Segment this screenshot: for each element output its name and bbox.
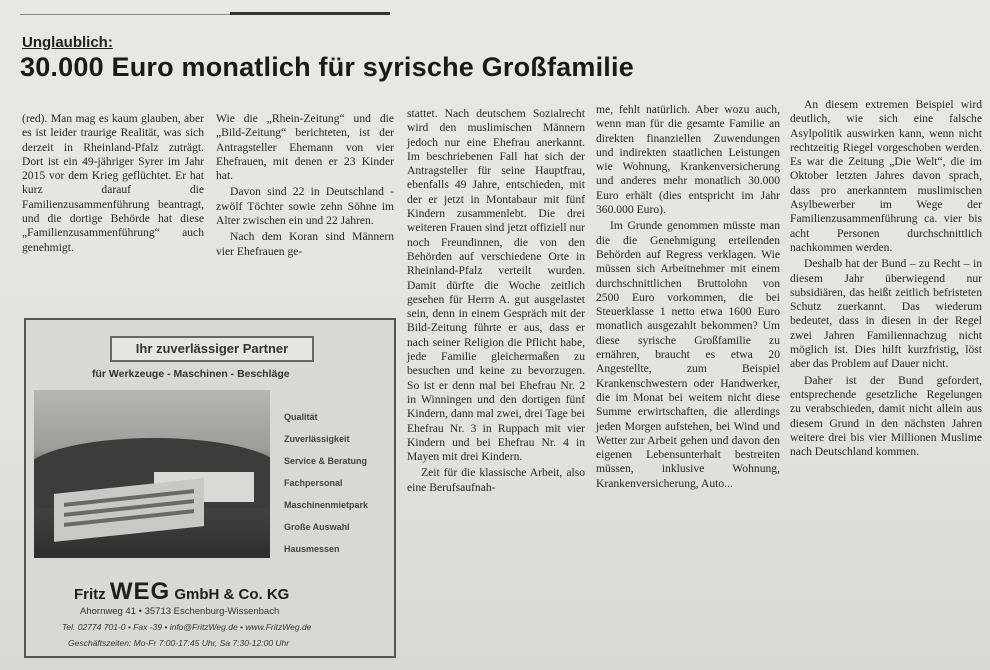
- ad-feature: Hausmessen: [284, 544, 340, 554]
- paragraph: Nach dem Koran sind Männern vier Ehefrauen ge-: [216, 230, 394, 258]
- paragraph: (red). Man mag es kaum glauben, aber es ist leider traurige Realität, was sich derzeit in Rheinland-Pfalz zuträgt. Dort ist ein 49-jähriger Syrer im Jahr 2015 vor dem Krieg geflüchtet. Er hat kurz darauf die Familienzusammenführung beantragt, und die dortige Behörde hat diese „Familienzusammenführung“ auch genehmigt.: [22, 112, 204, 254]
- company-prefix: Fritz: [74, 586, 106, 603]
- paragraph: Wie die „Rhein-Zeitung“ und die „Bild-Zeitung“ berichteten, ist der Antragsteller Ehemann von vier Ehefrauen, mit denen er 23 Kinder hat.: [216, 112, 394, 183]
- article-column-1: [22, 112, 204, 255]
- ad-hours: Geschäftszeiten: Mo-Fr 7:00-17:45 Uhr, Sa 7:30-12:00 Uhr: [68, 638, 290, 648]
- ad-feature: Zuverlässigkeit: [284, 434, 350, 444]
- paragraph: me, fehlt natürlich. Aber wozu auch, wenn man für die gesamte Familie an direkten finanziellen Zuwendungen und indirekten staatlichen Leistungen wie Wohnung, Krankenversicherung und anderes mehr monatlich 30.000 Euro erhält (dies entspricht im Jahr 360.000 Euro).: [596, 103, 780, 217]
- article-column-3: [407, 107, 585, 495]
- advertisement: [24, 318, 396, 658]
- ad-feature-list: [284, 406, 394, 560]
- paragraph: Im Grunde genommen müsste man die die Genehmigung erteilenden Behörden auf Regress verklagen. Wie müssen sich Arbeitnehmer mit einem durchschnittlichen Bruttolohn von 2500 Euro vorkommen, die bei Steuerklasse 1 netto etwa 1600 Euro monatlich ausgezahlt bekommen? Um diese syrische Großfamilie zu ernähren, braucht es etwa 20 Angestellte, zum Beispiel Krankenschwestern oder Handwerker, die im Monat bei weitem nicht diese Summe erwirtschaften, die allerdings jeden Morgen aufstehen, bei Wind und Wetter zur Arbeit gehen und davon den eigenen Lebensunterhalt bestreiten müssen, inklusive Wohnung, Krankenversicherung, Auto...: [596, 219, 780, 490]
- ad-company-name: [74, 578, 289, 606]
- ad-feature: Qualität: [284, 412, 318, 422]
- ad-feature: Maschinenmietpark: [284, 500, 369, 510]
- paragraph: Deshalb hat der Bund – zu Recht – in diesem Jahr überwiegend nur subsidiären, das heißt zeitlich befristeten Schutz zuerkannt. Das wiederum bedeutet, dass in diesen in der Regel zwei Jahren Familiennachzug nicht möglich ist. Dies hilft kurzfristig, löst aber das Problem auf Dauer nicht.: [790, 257, 982, 371]
- article-column-4: [596, 103, 780, 491]
- ad-title: Ihr zuverlässiger Partner: [110, 336, 314, 362]
- paragraph: Daher ist der Bund gefordert, entsprechende gesetzliche Regelungen zu verabschieden, damit nicht allein aus diesem Grund in den nächsten Jahren weitere drei bis vier Millionen Muslime nach Deutschland kommen.: [790, 373, 982, 459]
- article-kicker: Unglaublich:: [22, 34, 113, 51]
- article-column-5: [790, 98, 982, 459]
- ad-building-photo: [34, 390, 270, 558]
- paragraph: stattet. Nach deutschem Sozialrecht wird den muslimischen Männern jedoch nur eine Ehefrau anerkannt. Im beschriebenen Fall hat sich der Antragsteller für seine Hauptfrau, ebenfalls 49 Jahre, entschieden, mit der er jetzt in Montabaur mit fünf Kindern zusammenlebt. Die drei weiteren Frauen sind jetzt offiziell nur noch Freundinnen, die von den Behörden auf verschiedene Orte in Rheinland-Pfalz verteilt wurden. Damit dürfte die Woche zeitlich gesehen für Herrn A. gut ausgelastet sein, denn in einem Gespräch mit der Bild-Zeitung führte er aus, dass er nach seiner Religion die Pflicht habe, jede Familie gleichermaßen zu besuchen und keine zu bevorzugen. So ist er denn mal bei Ehefrau Nr. 2 in Winningen und den dortigen fünf Kindern, dann mal zwei, drei Tage bei Ehefrau Nr. 3 in Ruppach mit vier Kindern und bei Ehefrau Nr. 4 in Mayen mit drei Kindern.: [407, 107, 585, 464]
- article-column-2: [216, 112, 394, 259]
- ad-contact: Tel. 02774 701-0 • Fax -39 • info@FritzWeg.de • www.FritzWeg.de: [62, 622, 312, 632]
- ad-subtitle: für Werkzeuge - Maschinen - Beschläge: [92, 368, 290, 380]
- ad-address: Ahornweg 41 • 35713 Eschenburg-Wissenbach: [80, 606, 280, 617]
- company-suffix: GmbH & Co. KG: [174, 586, 290, 603]
- rule-line-bold: [230, 12, 390, 15]
- article-headline: 30.000 Euro monatlich für syrische Großfamilie: [20, 52, 634, 82]
- company-brand: WEG: [109, 578, 171, 605]
- ad-feature: Fachpersonal: [284, 478, 343, 488]
- paragraph: Zeit für die klassische Arbeit, also eine Berufsaufnah-: [407, 466, 585, 494]
- paragraph: Davon sind 22 in Deutschland - zwölf Töchter sowie zehn Söhne im Alter zwischen ein und 22 Jahren.: [216, 185, 394, 228]
- ad-feature: Große Auswahl: [284, 522, 350, 532]
- paragraph: An diesem extremen Beispiel wird deutlich, wie sich eine falsche Asylpolitik auswirken kann, wenn nicht rechtzeitig Riegel vorgeschoben werden. Es war die Zeitung „Die Welt“, die im Oktober letzten Jahres davon sprach, dass pro anerkanntem muslimischen Asylbewerber im Wege der Familienzusammenführung ca. vier bis acht Personen durchschnittlich nachkommen werden.: [790, 98, 982, 254]
- ad-feature: Service & Beratung: [284, 456, 368, 466]
- rule-line: [20, 14, 230, 15]
